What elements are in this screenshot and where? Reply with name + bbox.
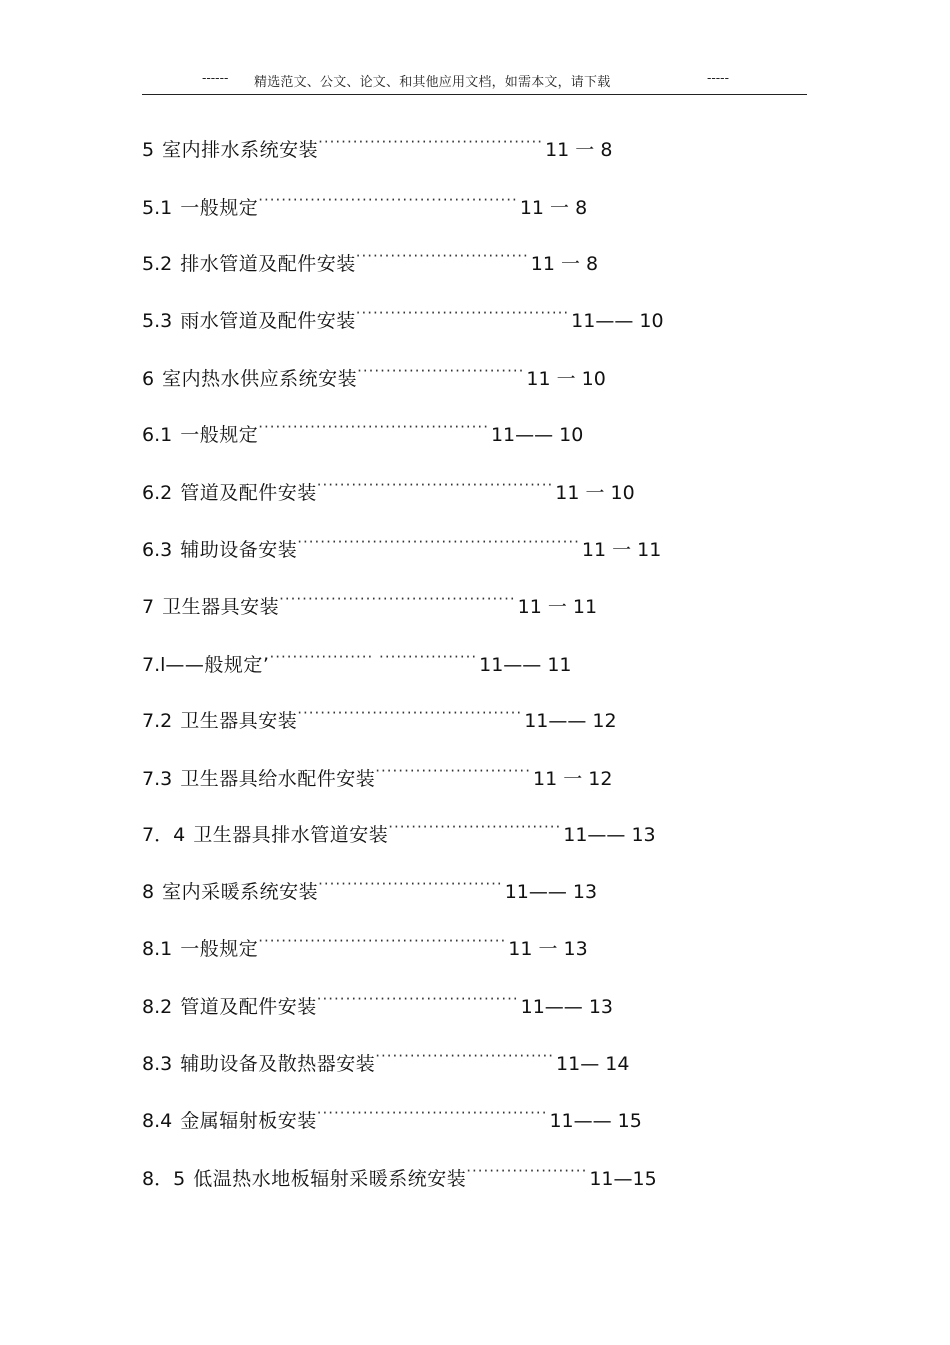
toc-entry bbox=[142, 186, 588, 219]
toc-title: 卫生器具排水管道安装 bbox=[193, 824, 389, 846]
toc-page: 11 一 10 bbox=[526, 368, 606, 390]
toc-number: 6.1 bbox=[142, 424, 173, 446]
toc-entry bbox=[142, 585, 598, 618]
header-left-dashes: ------ bbox=[202, 71, 229, 86]
toc-number: 8.2 bbox=[142, 996, 173, 1018]
toc-leader: ································ bbox=[318, 875, 503, 893]
toc-leader: ········································· bbox=[316, 476, 554, 494]
toc-title: 卫生器具安装 bbox=[162, 596, 280, 618]
toc-number: 8.3 bbox=[142, 1053, 173, 1075]
toc-number: 8．5 bbox=[142, 1168, 186, 1190]
toc-page: 11 一 10 bbox=[555, 482, 635, 504]
toc-page: 11 一 8 bbox=[519, 197, 588, 219]
toc-page: 11—— 12 bbox=[524, 710, 617, 732]
toc-title: 一般规定 bbox=[180, 197, 259, 219]
toc-number: 8 bbox=[142, 881, 155, 903]
toc-entry bbox=[142, 813, 656, 846]
toc-title: 辅助设备及散热器安装 bbox=[180, 1053, 376, 1075]
toc-leader: ·················· ················· bbox=[269, 648, 478, 666]
toc-leader: ··········································· bbox=[258, 932, 507, 950]
toc-entry bbox=[142, 1157, 657, 1190]
toc-leader: ················································· bbox=[297, 533, 580, 551]
toc-title: 低温热水地板辐射采暖系统安装 bbox=[193, 1168, 467, 1190]
toc-title: 一般规定 bbox=[180, 938, 259, 960]
toc-leader: ··························· bbox=[375, 762, 531, 780]
toc-leader: ······································· bbox=[318, 133, 544, 151]
toc-number: 5.2 bbox=[142, 253, 173, 275]
header-text: 精选范文、公文、论文、和其他应用文档，如需本文，请下载 bbox=[254, 75, 611, 90]
toc-number: 7.2 bbox=[142, 710, 173, 732]
toc-title: 管道及配件安装 bbox=[180, 482, 317, 504]
toc-title: 一般规定 bbox=[180, 424, 259, 446]
toc-number: 8.4 bbox=[142, 1110, 173, 1132]
toc-entry bbox=[142, 299, 664, 332]
toc-page: 11—15 bbox=[589, 1168, 657, 1190]
toc-entry bbox=[142, 870, 598, 903]
toc-page: 11—— 13 bbox=[563, 824, 656, 846]
toc-number: 8.1 bbox=[142, 938, 173, 960]
toc-page: 11— 14 bbox=[556, 1053, 630, 1075]
toc-title: 室内热水供应系统安装 bbox=[162, 368, 358, 390]
toc-page: 11—— 11 bbox=[479, 654, 572, 676]
toc-title: 室内排水系统安装 bbox=[162, 139, 319, 161]
toc-number: 6 bbox=[142, 368, 155, 390]
toc-number: 7.3 bbox=[142, 768, 173, 790]
toc-title: 辅助设备安装 bbox=[180, 539, 298, 561]
toc-number: 6.2 bbox=[142, 482, 173, 504]
toc-number: 6.3 bbox=[142, 539, 173, 561]
toc-page: 11 一 12 bbox=[532, 768, 613, 790]
toc-number: 5.3 bbox=[142, 310, 173, 332]
toc-leader: ········································· bbox=[279, 590, 516, 608]
toc-leader: ········································ bbox=[258, 418, 489, 436]
toc-page: 11 一 8 bbox=[530, 253, 599, 275]
toc-entry bbox=[142, 985, 614, 1018]
toc-page: 11 一 11 bbox=[581, 539, 662, 561]
toc-entry bbox=[142, 927, 588, 960]
toc-title: 金属辐射板安装 bbox=[180, 1110, 317, 1132]
toc-page: 11—— 13 bbox=[520, 996, 614, 1018]
toc-page: 11—— 13 bbox=[504, 881, 598, 903]
toc-entry bbox=[142, 413, 584, 446]
toc-entry bbox=[142, 357, 606, 390]
toc-page: 11—— 10 bbox=[490, 424, 584, 446]
toc-leader: ······························· bbox=[375, 1047, 555, 1065]
toc-title: 雨水管道及配件安装 bbox=[180, 310, 356, 332]
toc-entry bbox=[142, 1042, 630, 1075]
toc-title: 排水管道及配件安装 bbox=[180, 253, 356, 275]
toc-entry bbox=[142, 643, 572, 676]
toc-title: 室内采暖系统安装 bbox=[162, 881, 319, 903]
toc-leader: ····························· bbox=[357, 362, 525, 380]
toc-title: 卫生器具给水配件安装 bbox=[180, 768, 376, 790]
toc-entry bbox=[142, 128, 613, 161]
toc-page: 11 一 11 bbox=[517, 596, 598, 618]
toc-number: 5 bbox=[142, 139, 155, 161]
toc-page: 11—— 10 bbox=[571, 310, 664, 332]
toc-leader: ····································· bbox=[355, 304, 570, 322]
toc-entry bbox=[142, 471, 635, 504]
toc-entry bbox=[142, 1099, 642, 1132]
toc-number: 7 bbox=[142, 596, 155, 618]
toc-number: 5.1 bbox=[142, 197, 173, 219]
toc-number: 7．4 bbox=[142, 824, 186, 846]
header-right-dashes: ----- bbox=[707, 71, 729, 86]
page-header bbox=[142, 66, 807, 95]
toc-leader: ········································ bbox=[316, 1104, 548, 1122]
toc-page: 11—— 15 bbox=[549, 1110, 642, 1132]
toc-entry bbox=[142, 757, 613, 790]
toc-page: 11 一 8 bbox=[545, 139, 613, 161]
toc-page: 11 一 13 bbox=[508, 938, 588, 960]
toc-leader: ··································· bbox=[316, 990, 519, 1008]
toc-leader: ············································· bbox=[258, 191, 518, 209]
toc-entry bbox=[142, 528, 662, 561]
toc-entry bbox=[142, 242, 599, 275]
toc-title: ——般规定’ bbox=[165, 654, 270, 676]
toc-leader: ······························ bbox=[355, 247, 529, 265]
toc-leader: ······································· bbox=[297, 704, 523, 722]
toc-title: 卫生器具安装 bbox=[180, 710, 298, 732]
toc-leader: ······························ bbox=[388, 818, 562, 836]
toc-entry bbox=[142, 699, 617, 732]
toc-leader: ····················· bbox=[466, 1162, 588, 1180]
toc-number: 7.l bbox=[142, 654, 166, 676]
toc-title: 管道及配件安装 bbox=[180, 996, 317, 1018]
